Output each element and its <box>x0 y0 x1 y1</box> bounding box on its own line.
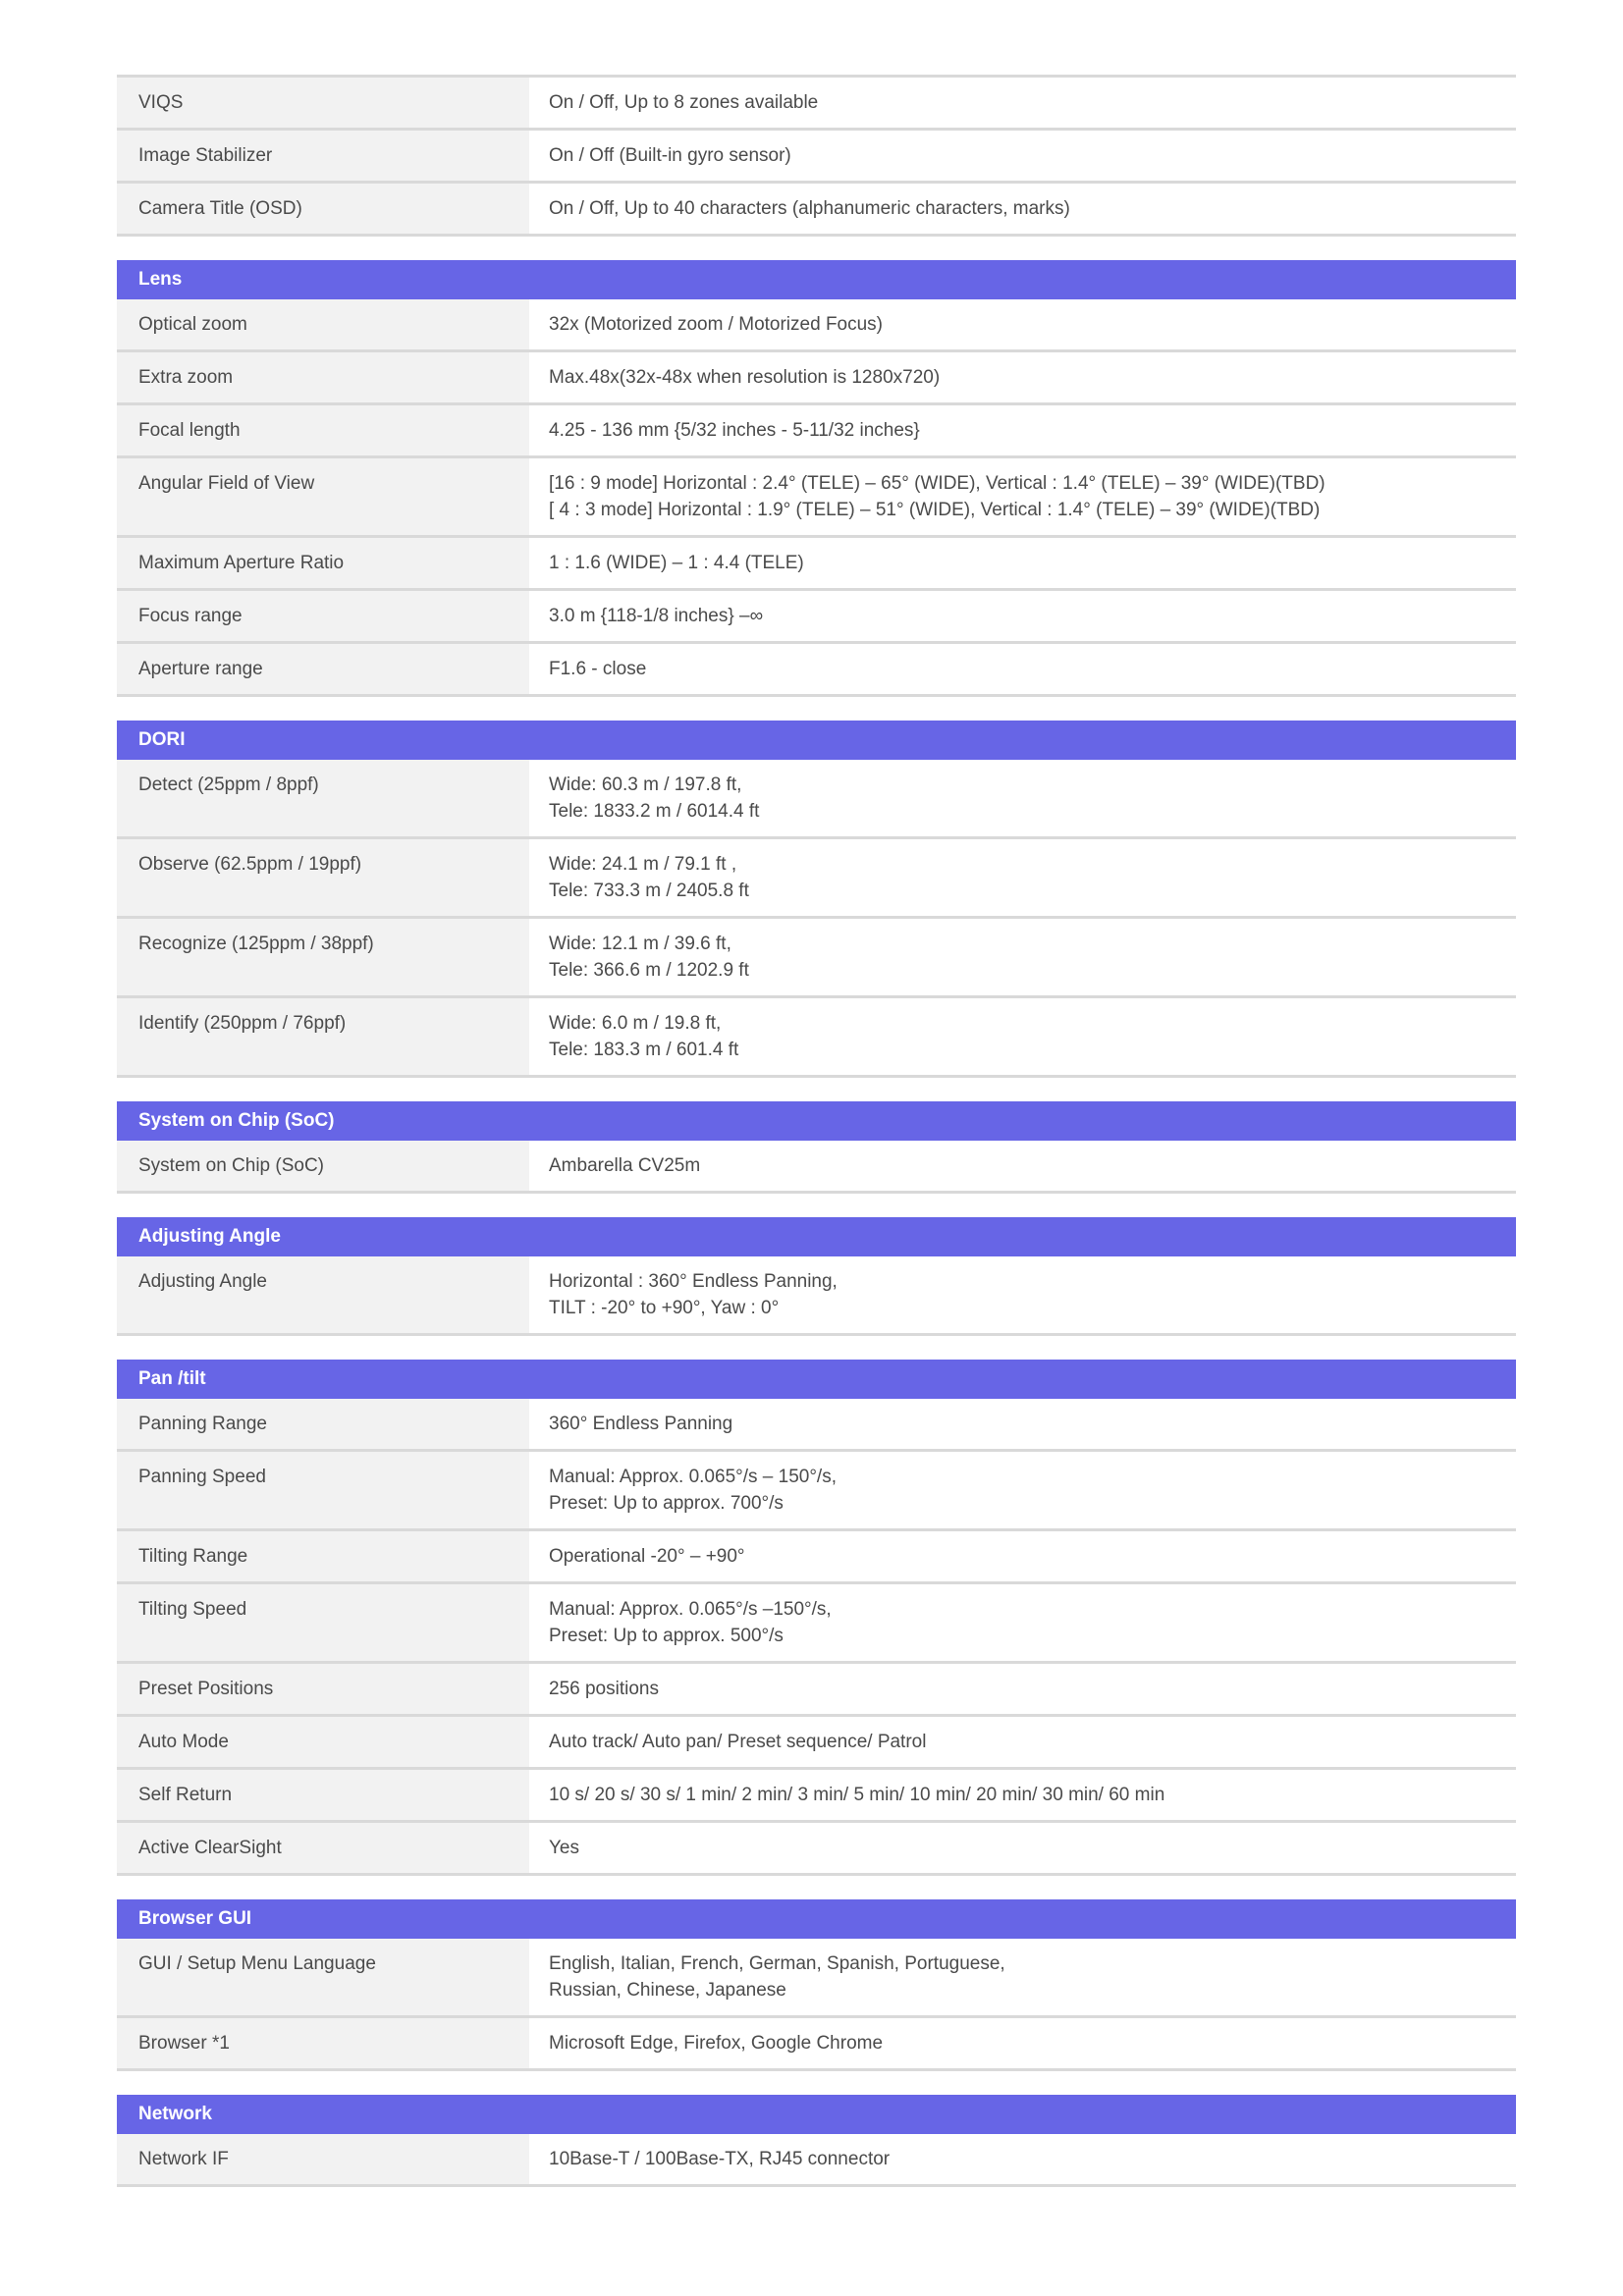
spec-row <box>117 352 1516 405</box>
spec-value-line: Manual: Approx. 0.065°/s – 150°/s, <box>549 1467 837 1487</box>
spec-row <box>117 184 1516 237</box>
section-header: Browser GUI <box>117 1899 1516 1939</box>
spec-value-line: Preset: Up to approx. 500°/s <box>549 1626 784 1646</box>
section-header: Lens <box>117 260 1516 299</box>
spec-value-line: On / Off, Up to 40 characters (alphanumeric characters, marks) <box>549 198 1070 219</box>
spec-value <box>529 1823 1516 1873</box>
spec-value-line: On / Off, Up to 8 zones available <box>549 92 819 113</box>
spec-value-line: Max.48x(32x-48x when resolution is 1280x720) <box>549 367 941 388</box>
spec-value-line: 4.25 - 136 mm {5/32 inches - 5-11/32 inches} <box>549 420 920 441</box>
spec-value <box>529 1531 1516 1581</box>
spec-value-line: Auto track/ Auto pan/ Preset sequence/ Patrol <box>549 1732 927 1752</box>
spec-label: Network IF <box>117 2134 529 2184</box>
spec-value-line: 1 : 1.6 (WIDE) – 1 : 4.4 (TELE) <box>549 553 804 573</box>
spec-label: Detect (25ppm / 8ppf) <box>117 760 529 836</box>
spec-value-line: Tele: 366.6 m / 1202.9 ft <box>549 960 749 981</box>
spec-value-line: [ 4 : 3 mode] Horizontal : 1.9° (TELE) – 51° (WIDE), Vertical : 1.4° (TELE) – 39° (WIDE)(TBD) <box>549 500 1321 520</box>
spec-row <box>117 1664 1516 1717</box>
spec-row <box>117 131 1516 184</box>
spec-row <box>117 1141 1516 1194</box>
spec-label: Aperture range <box>117 644 529 694</box>
spec-row <box>117 78 1516 131</box>
spec-row <box>117 2134 1516 2187</box>
spec-value <box>529 591 1516 641</box>
spec-row <box>117 405 1516 458</box>
spec-value <box>529 1452 1516 1528</box>
spec-value <box>529 184 1516 234</box>
spec-label: Active ClearSight <box>117 1823 529 1873</box>
spec-section <box>117 260 1516 697</box>
spec-value-line: Tele: 733.3 m / 2405.8 ft <box>549 881 749 901</box>
spec-row <box>117 1452 1516 1531</box>
spec-label: Panning Speed <box>117 1452 529 1528</box>
spec-row <box>117 1823 1516 1876</box>
section-header: DORI <box>117 721 1516 760</box>
spec-value <box>529 1256 1516 1333</box>
spec-row <box>117 1770 1516 1823</box>
spec-section <box>117 1899 1516 2071</box>
spec-value-line: TILT : -20° to +90°, Yaw : 0° <box>549 1298 780 1318</box>
spec-value-line: Wide: 60.3 m / 197.8 ft, <box>549 774 742 795</box>
spec-value <box>529 1770 1516 1820</box>
spec-value <box>529 1939 1516 2015</box>
section-header: Network <box>117 2095 1516 2134</box>
spec-value-line: 10 s/ 20 s/ 30 s/ 1 min/ 2 min/ 3 min/ 5 min/ 10 min/ 20 min/ 30 min/ 60 min <box>549 1785 1165 1805</box>
spec-row <box>117 591 1516 644</box>
spec-value <box>529 839 1516 916</box>
spec-label: Image Stabilizer <box>117 131 529 181</box>
spec-value-line: Preset: Up to approx. 700°/s <box>549 1493 784 1514</box>
spec-value-line: 3.0 m {118-1/8 inches} –∞ <box>549 606 764 626</box>
spec-value <box>529 919 1516 995</box>
spec-row <box>117 1399 1516 1452</box>
spec-value <box>529 405 1516 455</box>
spec-row <box>117 299 1516 352</box>
spec-label: GUI / Setup Menu Language <box>117 1939 529 2015</box>
section-header: Adjusting Angle <box>117 1217 1516 1256</box>
spec-value-line: Tele: 183.3 m / 601.4 ft <box>549 1040 739 1060</box>
spec-label: Panning Range <box>117 1399 529 1449</box>
spec-section <box>117 1101 1516 1194</box>
spec-value-line: 256 positions <box>549 1679 659 1699</box>
spec-row <box>117 1531 1516 1584</box>
spec-row <box>117 2018 1516 2071</box>
spec-row <box>117 644 1516 697</box>
spec-value <box>529 1717 1516 1767</box>
spec-value-line: Wide: 6.0 m / 19.8 ft, <box>549 1013 722 1034</box>
spec-value <box>529 1399 1516 1449</box>
spec-value-line: Tele: 1833.2 m / 6014.4 ft <box>549 801 760 822</box>
spec-label: Focus range <box>117 591 529 641</box>
spec-value <box>529 2018 1516 2068</box>
spec-label: Observe (62.5ppm / 19ppf) <box>117 839 529 916</box>
spec-value <box>529 1584 1516 1661</box>
spec-value <box>529 538 1516 588</box>
spec-row <box>117 538 1516 591</box>
spec-value-line: On / Off (Built-in gyro sensor) <box>549 145 791 166</box>
spec-section <box>117 721 1516 1078</box>
spec-value <box>529 131 1516 181</box>
spec-label: Tilting Range <box>117 1531 529 1581</box>
spec-label: Optical zoom <box>117 299 529 349</box>
spec-label: Browser *1 <box>117 2018 529 2068</box>
spec-row <box>117 919 1516 998</box>
spec-value-line: Operational -20° – +90° <box>549 1546 745 1567</box>
spec-value-line: Russian, Chinese, Japanese <box>549 1980 786 2001</box>
spec-value-line: 360° Endless Panning <box>549 1414 733 1434</box>
spec-value <box>529 352 1516 402</box>
section-header: System on Chip (SoC) <box>117 1101 1516 1141</box>
spec-label: Auto Mode <box>117 1717 529 1767</box>
spec-value <box>529 1141 1516 1191</box>
spec-value-line: Wide: 12.1 m / 39.6 ft, <box>549 934 731 954</box>
spec-label: Angular Field of View <box>117 458 529 535</box>
spec-value <box>529 760 1516 836</box>
spec-row <box>117 1939 1516 2018</box>
spec-section <box>117 1360 1516 1876</box>
spec-label: Adjusting Angle <box>117 1256 529 1333</box>
spec-value <box>529 78 1516 128</box>
spec-label: Extra zoom <box>117 352 529 402</box>
spec-value-line: [16 : 9 mode] Horizontal : 2.4° (TELE) – 65° (WIDE), Vertical : 1.4° (TELE) – 39° (WIDE)(TBD) <box>549 473 1325 494</box>
spec-label: Self Return <box>117 1770 529 1820</box>
spec-label: Recognize (125ppm / 38ppf) <box>117 919 529 995</box>
spec-value <box>529 998 1516 1075</box>
spec-value <box>529 1664 1516 1714</box>
spec-label: Tilting Speed <box>117 1584 529 1661</box>
spec-label: Focal length <box>117 405 529 455</box>
spec-value-line: 32x (Motorized zoom / Motorized Focus) <box>549 314 884 335</box>
spec-row <box>117 458 1516 538</box>
spec-sheet <box>117 75 1516 2187</box>
spec-value <box>529 299 1516 349</box>
spec-value <box>529 458 1516 535</box>
spec-label: Camera Title (OSD) <box>117 184 529 234</box>
spec-value-line: F1.6 - close <box>549 659 647 679</box>
section-header: Pan /tilt <box>117 1360 1516 1399</box>
spec-value-line: Horizontal : 360° Endless Panning, <box>549 1271 838 1292</box>
spec-value-line: 10Base-T / 100Base-TX, RJ45 connector <box>549 2149 891 2169</box>
spec-value <box>529 2134 1516 2184</box>
spec-value-line: English, Italian, French, German, Spanish, Portuguese, <box>549 1953 1005 1974</box>
spec-value-line: Ambarella CV25m <box>549 1155 701 1176</box>
spec-label: VIQS <box>117 78 529 128</box>
spec-label: Identify (250ppm / 76ppf) <box>117 998 529 1075</box>
spec-row <box>117 760 1516 839</box>
spec-row <box>117 998 1516 1078</box>
spec-value-line: Manual: Approx. 0.065°/s –150°/s, <box>549 1599 832 1620</box>
spec-row <box>117 1584 1516 1664</box>
spec-section <box>117 1217 1516 1336</box>
spec-label: System on Chip (SoC) <box>117 1141 529 1191</box>
spec-row <box>117 839 1516 919</box>
spec-row <box>117 1717 1516 1770</box>
spec-section <box>117 75 1516 237</box>
spec-value-line: Wide: 24.1 m / 79.1 ft , <box>549 854 737 875</box>
spec-label: Preset Positions <box>117 1664 529 1714</box>
spec-section <box>117 2095 1516 2187</box>
spec-value <box>529 644 1516 694</box>
spec-value-line: Microsoft Edge, Firefox, Google Chrome <box>549 2033 884 2054</box>
spec-label: Maximum Aperture Ratio <box>117 538 529 588</box>
spec-value-line: Yes <box>549 1838 579 1858</box>
spec-row <box>117 1256 1516 1336</box>
